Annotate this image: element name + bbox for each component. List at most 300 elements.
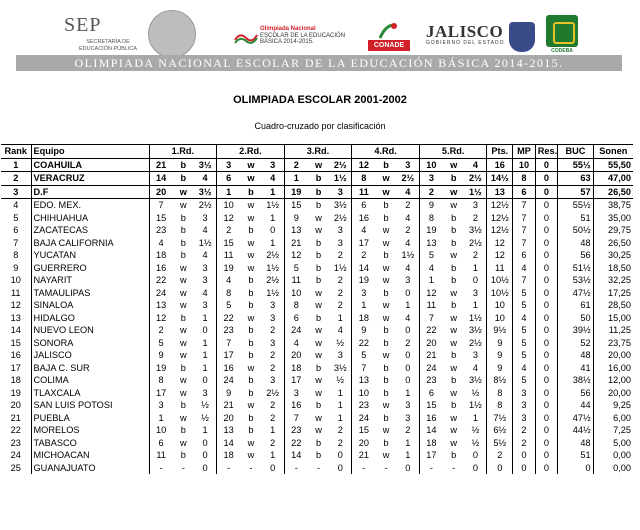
cell-r4-score: 4 — [397, 185, 420, 199]
cell-r2-color: b — [248, 287, 254, 298]
cell-r5-opp: 4 — [419, 262, 443, 275]
cell-r5-color: b — [451, 300, 457, 310]
cell-r3-score: 0 — [337, 450, 343, 460]
cell-team: SAN LUIS POTOSI — [31, 399, 149, 412]
cell-r1-score: 1 — [202, 425, 208, 435]
cell-team: GUERRERO — [31, 262, 149, 275]
cell-r1-score: 3½ — [194, 158, 217, 172]
cell-rank: 7 — [13, 237, 19, 248]
cell-r1-opp: 7 — [149, 199, 173, 212]
page-title: OLIMPIADA ESCOLAR 2001-2002 — [233, 94, 407, 106]
cell-r4-opp: 16 — [352, 212, 376, 225]
cell-team: D.F — [31, 185, 149, 199]
cell-r4-color: b — [383, 250, 389, 260]
cell-r1-opp: 2 — [149, 324, 173, 337]
sep-logo-subtitle — [58, 39, 158, 53]
cell-r5-color: b — [443, 172, 464, 186]
cell-r2-opp: - — [217, 462, 241, 475]
cell-r4-score: 4 — [405, 237, 411, 248]
cell-team: VERACRUZ — [31, 172, 149, 186]
cell-r4-color: w — [375, 172, 396, 186]
cell-r2-opp: 5 — [217, 299, 241, 312]
cell-r4-color: b — [383, 362, 389, 373]
cell-r1-opp: 13 — [149, 299, 173, 312]
cell-r5-color: w — [450, 250, 457, 260]
cell-r5-color: w — [450, 387, 457, 398]
page-header — [0, 0, 640, 82]
cell-rank: 25 — [10, 462, 21, 473]
cell-r5-color: - — [452, 462, 456, 473]
cell-r1-color: b — [173, 158, 194, 172]
cell-buc: 51 — [558, 212, 593, 225]
cell-r2-opp: 18 — [217, 449, 241, 462]
table-row — [1, 262, 633, 275]
cell-r3-score: 1 — [337, 312, 343, 323]
cell-r3-opp: 12 — [284, 249, 308, 262]
cell-r5-opp: 17 — [419, 449, 443, 462]
cell-team: MORELOS — [31, 424, 149, 437]
cell-r2-score: 1 — [262, 185, 285, 199]
cell-r1-opp: 1 — [149, 412, 173, 425]
cell-r4-color: b — [383, 387, 389, 398]
cell-r5-score: 3 — [472, 350, 478, 360]
cell-sonen: 38,75 — [593, 199, 633, 212]
cell-r5-score: 1 — [472, 412, 478, 423]
cell-r3-opp: 8 — [284, 299, 308, 312]
cell-r3-score: 1 — [337, 387, 343, 398]
cell-r3-score: 3 — [337, 225, 343, 235]
cell-points: 12½ — [487, 212, 513, 225]
cell-r1-opp: 3 — [149, 399, 173, 412]
cell-buc: 50½ — [558, 224, 593, 237]
cell-mp: 7 — [513, 199, 536, 212]
table-row — [1, 449, 633, 462]
cell-buc: 48 — [558, 237, 593, 250]
col-header-team: Equipo — [31, 145, 149, 159]
cell-r3-opp: 15 — [284, 199, 308, 212]
crosstable — [1, 144, 633, 474]
cell-sonen: 18,50 — [593, 262, 633, 275]
cell-r2-opp: 9 — [217, 387, 241, 400]
cell-r1-score: ½ — [201, 412, 209, 423]
cell-r3-opp: 19 — [284, 185, 308, 199]
cell-res: 0 — [535, 212, 558, 225]
cell-r4-color: b — [383, 287, 389, 298]
cell-r3-color: b — [308, 185, 329, 199]
table-row — [1, 299, 633, 312]
cell-r1-opp: 15 — [149, 212, 173, 225]
cell-r1-score: 1 — [202, 362, 208, 373]
cell-r1-opp: 16 — [149, 262, 173, 275]
cell-r4-score: 4 — [405, 312, 411, 323]
cell-r1-color: w — [180, 325, 187, 335]
cell-r2-score: 1 — [270, 425, 276, 435]
cell-r1-opp: 18 — [149, 249, 173, 262]
cell-res: 0 — [535, 437, 558, 450]
cell-r2-score: 2 — [270, 325, 276, 335]
col-header-round-1: 1.Rd. — [149, 145, 217, 159]
cell-rank: 21 — [10, 412, 21, 423]
cell-r3-color: b — [315, 200, 322, 210]
cell-r3-score: ½ — [336, 375, 345, 385]
cell-res: 0 — [535, 337, 558, 350]
cell-res: 0 — [535, 185, 558, 199]
cell-res: 0 — [535, 324, 558, 337]
cell-r2-opp: 22 — [217, 312, 241, 325]
cell-r1-color: b — [180, 237, 186, 248]
cell-r2-score: 3 — [270, 375, 276, 385]
cell-r4-score: 2 — [405, 225, 411, 235]
cell-r2-score: 1 — [270, 212, 276, 223]
cell-r5-opp: 15 — [419, 399, 443, 412]
cell-r5-score: ½ — [471, 387, 480, 398]
cell-r1-opp: 14 — [149, 172, 173, 186]
cell-r2-opp: 11 — [217, 249, 241, 262]
cell-r3-opp: 18 — [284, 362, 308, 375]
cell-r5-color: b — [451, 400, 457, 410]
cell-r3-color: b — [308, 172, 329, 186]
cell-r2-color: w — [240, 172, 261, 186]
cell-r2-opp: 15 — [217, 237, 241, 250]
cell-mp: 0 — [513, 462, 536, 475]
cell-r2-color: - — [249, 462, 253, 473]
cell-r2-score: 3 — [270, 337, 276, 348]
cell-r1-opp: 6 — [149, 437, 173, 450]
cell-sonen: 0,00 — [593, 449, 633, 462]
cell-r2-color: b — [248, 337, 254, 348]
table-row — [1, 212, 633, 225]
cell-r2-opp: 24 — [217, 374, 241, 387]
table-row — [1, 437, 633, 450]
cell-r5-opp: 6 — [419, 387, 443, 400]
cell-points: 16 — [487, 158, 513, 172]
cell-r5-score: ½ — [471, 437, 480, 448]
cell-r5-color: b — [451, 375, 457, 385]
cell-rank: 16 — [10, 350, 21, 360]
cell-r2-color: w — [247, 437, 255, 448]
cell-mp: 6 — [513, 185, 536, 199]
cell-r2-color: b — [248, 300, 254, 310]
cell-points: 8½ — [487, 374, 513, 387]
cell-team: GUANAJUATO — [31, 462, 149, 475]
cell-r4-opp: - — [352, 462, 376, 475]
cell-points: 10 — [487, 299, 513, 312]
cell-r5-opp: 5 — [419, 249, 443, 262]
cell-points: 12½ — [487, 224, 513, 237]
cell-mp: 6 — [513, 249, 536, 262]
jalisco-crest-icon — [509, 22, 535, 52]
cell-r5-color: w — [450, 325, 457, 335]
cell-r5-color: w — [450, 437, 457, 448]
table-row — [1, 199, 633, 212]
cell-team: MICHOACAN — [31, 449, 149, 462]
cell-r4-score: 2 — [405, 200, 411, 210]
table-row — [1, 249, 633, 262]
cell-buc: 55½ — [558, 199, 593, 212]
cell-r4-score: 3 — [397, 158, 420, 172]
cell-r5-score: 2½ — [464, 172, 487, 186]
olimpiada-logo-line-1: Olimpiada Nacional — [260, 26, 316, 32]
table-row — [1, 274, 633, 287]
cell-mp: 5 — [513, 349, 536, 362]
cell-r1-color: b — [180, 250, 186, 260]
cell-r3-score: 3½ — [333, 362, 347, 373]
cell-r2-opp: 8 — [217, 287, 241, 300]
col-header-points: Pts. — [487, 145, 513, 159]
cell-sonen: 30,25 — [593, 249, 633, 262]
col-header-sonen: Sonen — [593, 145, 633, 159]
cell-r2-color: b — [240, 185, 261, 199]
cell-r4-opp: 7 — [352, 362, 376, 375]
cell-r2-color: b — [248, 387, 254, 398]
cell-r5-color: w — [450, 312, 457, 323]
cell-r1-color: w — [180, 275, 187, 285]
cell-r4-score: 1 — [405, 387, 411, 398]
cell-rank: 18 — [10, 375, 21, 385]
cell-r4-opp: 4 — [352, 224, 376, 237]
cell-points: 12½ — [487, 199, 513, 212]
cell-r2-score: 2 — [270, 350, 276, 360]
cell-r3-score: 4 — [337, 325, 343, 335]
cell-buc: 47½ — [558, 412, 593, 425]
cell-r5-opp: 10 — [419, 158, 443, 172]
cell-r1-color: w — [180, 412, 187, 423]
cell-r2-score: 0 — [270, 225, 276, 235]
cell-r1-opp: 10 — [149, 424, 173, 437]
cell-r1-score: 1 — [202, 312, 208, 323]
sep-logo — [58, 14, 150, 54]
cell-r5-opp: 23 — [419, 374, 443, 387]
cell-sonen: 5,00 — [593, 437, 633, 450]
cell-r5-opp: 13 — [419, 237, 443, 250]
cell-points: 9 — [487, 349, 513, 362]
cell-points: 8 — [487, 399, 513, 412]
cell-r4-color: w — [382, 425, 390, 435]
cell-r5-score: 3 — [472, 200, 478, 210]
cell-sonen: 55,50 — [593, 158, 633, 172]
cell-r3-color: w — [315, 337, 322, 348]
cell-r4-opp: 14 — [352, 262, 376, 275]
cell-r2-opp: 3 — [217, 158, 241, 172]
cell-res: 0 — [535, 249, 558, 262]
cell-r4-color: w — [382, 450, 390, 460]
cell-r5-opp: 21 — [419, 349, 443, 362]
cell-sonen: 26,50 — [593, 185, 633, 199]
olimpiada-logo-line-2: ESCOLAR DE LA EDUCACIÓN — [260, 32, 346, 39]
cell-r2-opp: 21 — [217, 399, 241, 412]
cell-r4-score: 2 — [405, 337, 411, 348]
cell-res: 0 — [535, 312, 558, 325]
cell-r3-opp: 7 — [284, 412, 308, 425]
cell-team: BAJA C. SUR — [31, 362, 149, 375]
cell-r5-opp: 2 — [419, 185, 443, 199]
cell-r4-color: w — [382, 400, 390, 410]
cell-r3-color: b — [315, 275, 322, 285]
cell-team: NUEVO LEON — [31, 324, 149, 337]
cell-r2-score: 2½ — [266, 250, 280, 260]
cell-r2-score: 3 — [270, 312, 276, 323]
cell-sonen: 12,00 — [593, 374, 633, 387]
cell-r1-opp: 9 — [149, 349, 173, 362]
cell-mp: 10 — [513, 158, 536, 172]
cell-r3-opp: 16 — [284, 399, 308, 412]
cell-r4-score: 3 — [405, 400, 411, 410]
cell-r5-color: w — [443, 158, 464, 172]
cell-res: 0 — [535, 399, 558, 412]
cell-r4-opp: 3 — [352, 287, 376, 300]
cell-rank: 5 — [13, 212, 19, 223]
cell-r5-opp: - — [419, 462, 443, 475]
cell-r2-color: w — [247, 450, 255, 460]
cell-r3-score: 3 — [337, 237, 343, 248]
cell-r2-score: 3 — [262, 158, 285, 172]
cell-r3-opp: 1 — [284, 172, 308, 186]
cell-r1-score: 2½ — [198, 200, 212, 210]
cell-r1-score: 4 — [202, 225, 208, 235]
cell-r5-score: 2 — [472, 250, 478, 260]
cell-rank: 4 — [13, 200, 19, 210]
cell-r5-score: 3½ — [469, 225, 482, 235]
cell-points: 12 — [487, 249, 513, 262]
cell-r1-color: w — [180, 300, 187, 310]
cell-r1-score: 3 — [202, 387, 208, 398]
table-row — [1, 412, 633, 425]
cell-r5-color: w — [443, 185, 464, 199]
cell-r2-score: 3 — [270, 300, 276, 310]
table-row — [1, 424, 633, 437]
cell-r3-opp: - — [284, 462, 308, 475]
cell-r1-color: b — [180, 400, 186, 410]
cell-r1-color: w — [180, 437, 187, 448]
cell-r1-score: 0 — [202, 462, 208, 473]
cell-r3-color: w — [315, 387, 322, 398]
cell-r1-color: - — [181, 462, 185, 473]
cell-r3-opp: 6 — [284, 312, 308, 325]
jalisco-logo — [426, 22, 506, 46]
cell-r1-score: 0 — [202, 375, 208, 385]
cell-r1-opp: 11 — [149, 449, 173, 462]
table-row — [1, 349, 633, 362]
cell-r3-opp: 9 — [284, 212, 308, 225]
cell-r2-opp: 13 — [217, 424, 241, 437]
conade-logo — [368, 22, 410, 54]
mexico-seal-icon — [148, 10, 196, 58]
cell-r5-opp: 1 — [419, 274, 443, 287]
cell-r3-color: w — [315, 212, 322, 223]
cell-r2-score: 0 — [270, 462, 276, 473]
cell-r4-color: w — [382, 312, 390, 323]
cell-r5-score: 1½ — [464, 185, 487, 199]
cell-r1-opp: - — [149, 462, 173, 475]
cell-r5-score: 3½ — [469, 375, 482, 385]
cell-r4-opp: 1 — [352, 299, 376, 312]
cell-mp: 2 — [513, 437, 536, 450]
cell-r4-score: 2½ — [397, 172, 420, 186]
cell-r3-score: 2 — [337, 250, 343, 260]
cell-mp: 5 — [513, 374, 536, 387]
cell-team: NAYARIT — [31, 274, 149, 287]
cell-r4-opp: 5 — [352, 349, 376, 362]
cell-r3-score: 2 — [337, 425, 343, 435]
cell-r3-opp: 3 — [284, 387, 308, 400]
cell-r4-opp: 6 — [352, 199, 376, 212]
cell-r3-color: w — [308, 158, 329, 172]
cell-team: COAHUILA — [31, 158, 149, 172]
cell-r4-color: b — [383, 212, 389, 223]
cell-buc: 38½ — [558, 374, 593, 387]
cell-r2-color: w — [247, 400, 255, 410]
cell-r4-color: w — [382, 300, 390, 310]
cell-r3-color: b — [315, 362, 322, 373]
cell-r1-color: b — [180, 212, 186, 223]
cell-mp: 0 — [513, 449, 536, 462]
cell-r2-color: b — [248, 375, 254, 385]
cell-res: 0 — [535, 299, 558, 312]
cell-buc: 44½ — [558, 424, 593, 437]
cell-points: 13 — [487, 185, 513, 199]
cell-r3-score: 2½ — [333, 212, 347, 223]
cell-points: 0 — [487, 462, 513, 475]
cell-r1-color: w — [180, 337, 187, 348]
cell-r2-color: w — [247, 250, 255, 260]
cell-buc: 0 — [558, 462, 593, 475]
jalisco-logo-subtitle: GOBIERNO DEL ESTADO — [426, 40, 505, 46]
cell-r2-color: b — [248, 275, 254, 285]
cell-buc: 48 — [558, 349, 593, 362]
cell-buc: 48 — [558, 437, 593, 450]
cell-rank: 22 — [10, 425, 21, 435]
cell-buc: 53½ — [558, 274, 593, 287]
cell-r2-color: w — [247, 200, 255, 210]
cell-r2-score: 2½ — [266, 387, 280, 398]
cell-rank: 24 — [10, 450, 21, 460]
cell-r5-color: b — [451, 262, 457, 273]
cell-r5-opp: 20 — [419, 337, 443, 350]
cell-r3-opp: 21 — [284, 237, 308, 250]
cell-r3-color: b — [315, 237, 322, 248]
cell-r3-opp: 13 — [284, 224, 308, 237]
table-row — [1, 362, 633, 375]
cell-team: HIDALGO — [31, 312, 149, 325]
jalisco-logo-text: JALISCO — [426, 22, 504, 41]
cell-r4-score: 4 — [405, 262, 411, 273]
cell-r5-color: w — [450, 412, 457, 423]
cell-r1-opp: 4 — [149, 237, 173, 250]
cell-team: PUEBLA — [31, 412, 149, 425]
cell-mp: 4 — [513, 362, 536, 375]
cell-r4-color: b — [383, 337, 389, 348]
cell-mp: 4 — [513, 262, 536, 275]
cell-r3-score: 1½ — [333, 262, 347, 273]
cell-r5-color: w — [450, 200, 457, 210]
cell-r2-score: 1 — [270, 237, 276, 248]
cell-r4-color: b — [383, 325, 389, 335]
olimpiada-wave-icon — [234, 30, 258, 44]
cell-r2-color: b — [248, 412, 254, 423]
cell-r1-opp: 5 — [149, 337, 173, 350]
cell-r3-score: 1 — [337, 400, 343, 410]
cell-r5-opp: 12 — [419, 287, 443, 300]
cell-r1-color: b — [180, 425, 186, 435]
cell-r4-score: 1 — [405, 450, 411, 460]
cell-sonen: 26,50 — [593, 237, 633, 250]
cell-r3-score: 3 — [337, 350, 343, 360]
cell-sonen: 17,25 — [593, 287, 633, 300]
cell-rank: 10 — [10, 275, 21, 285]
cell-r3-color: w — [315, 300, 322, 310]
cell-r2-color: b — [248, 225, 254, 235]
cell-r5-color: w — [450, 287, 457, 298]
